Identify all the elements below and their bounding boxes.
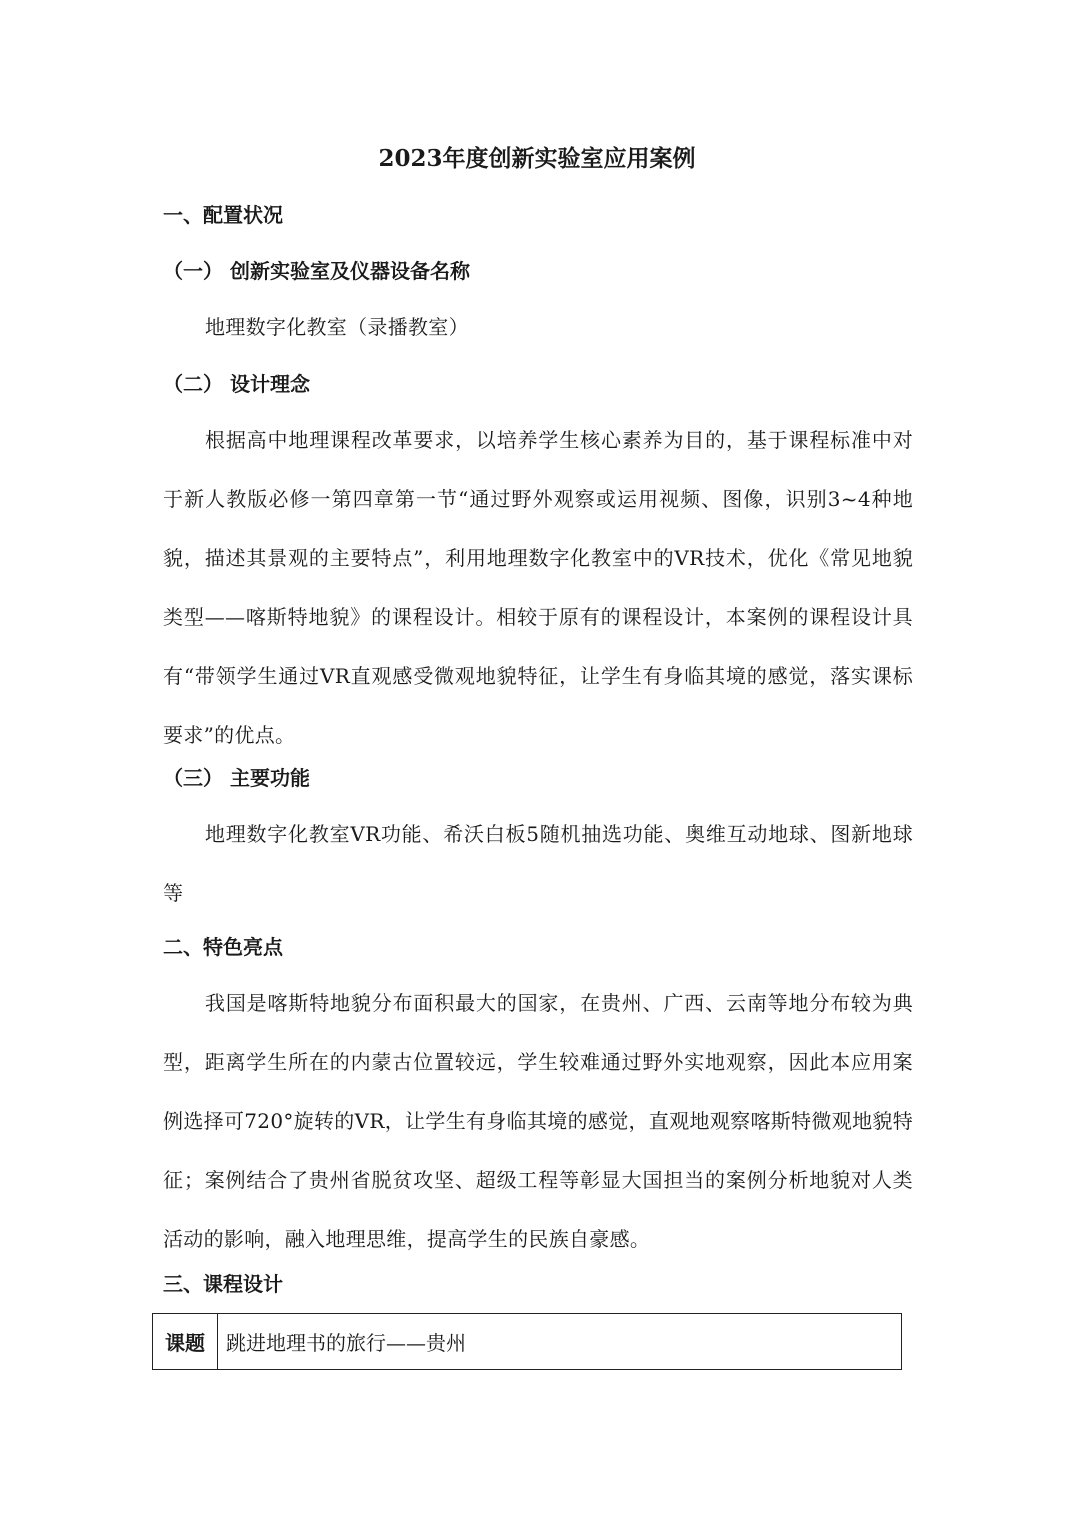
course-table (152, 1313, 902, 1370)
paragraph-functions: 地理数字化教室VR功能、希沃白板5随机抽选功能、奥维互动地球、图新地球等 (163, 822, 913, 905)
table-value-cell: 跳进地理书的旅行——贵州 (218, 1314, 902, 1370)
paragraph-design: 根据高中地理课程改革要求，以培养学生核心素养为目的，基于课程标准中对于新人教版必修一第四章第一节“通过野外观察或运用视频、图像，识别3~4种地貌，描述其景观的主要特点”，利用地理数字化教室中的VR技术，优化《常见地貌类型——喀斯特地貌》的课程设计。相较于原有的课程设计，本案例的课程设计具有“带领学生通过VR直观感受微观地貌特征，让学生有身临其境的感觉，落实课标要求”的优点。 (163, 428, 913, 747)
section-heading-config: 一、配置状况 (163, 203, 283, 227)
section-heading-highlights: 二、特色亮点 (163, 935, 283, 959)
paragraph-equipment: 地理数字化教室（录播教室） (205, 315, 469, 339)
document-title: 2023年度创新实验室应用案例 (378, 145, 696, 172)
table-row (153, 1314, 902, 1370)
subsection-heading-functions: （三） 主要功能 (163, 766, 310, 790)
paragraph-highlights: 我国是喀斯特地貌分布面积最大的国家，在贵州、广西、云南等地分布较为典型，距离学生所在的内蒙古位置较远，学生较难通过野外实地观察，因此本应用案例选择可720°旋转的VR，让学生有身临其境的感觉，直观地观察喀斯特微观地貌特征；案例结合了贵州省脱贫攻坚、超级工程等彰显大国担当的案例分析地貌对人类活动的影响，融入地理思维，提高学生的民族自豪感。 (163, 991, 913, 1251)
section-heading-course: 三、课程设计 (163, 1272, 283, 1296)
table-key-cell: 课题 (153, 1314, 218, 1370)
subsection-heading-design: （二） 设计理念 (163, 372, 310, 396)
subsection-heading-equipment: （一） 创新实验室及仪器设备名称 (163, 259, 470, 283)
